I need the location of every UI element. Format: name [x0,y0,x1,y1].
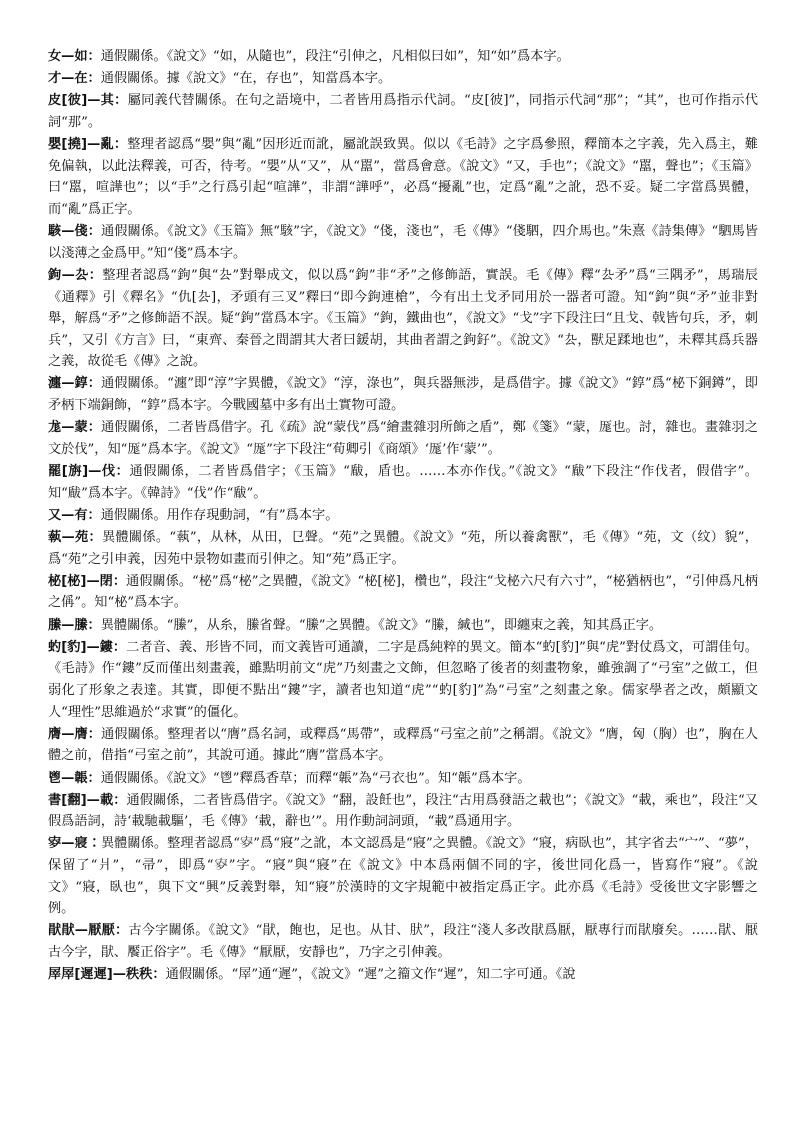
entry-text: 整理者認爲“嬰”與“亂”因形近而訛，屬訛誤致異。似以《毛詩》之字爲參照，釋簡本之字義，先入爲主，難免偏執，以此法釋義，可否，待考。“嬰”从“又”，从“嚚”，當爲會意。《說文》“又，手也”；《說文》“嚚，聲也”；《玉篇》曰“嚚，喧譁也”；以“手”之行爲引起“喧譁”，非謂“譁呼”，必爲“擾亂”也，定爲“亂”之訛，恐不妥。疑二字當爲異體，而“亂”爲正字。 [48,137,758,217]
entry [48,833,758,919]
entry-head: 又—有： [48,507,101,523]
entry [48,724,758,767]
entry-text: 整理者認爲“鉤”與“厹”對舉成文，似以爲“鉤”非“矛”之修飾語，實誤。毛《傳》釋“厹矛”爲“三隅矛”，馬瑞辰《通釋》引《釋名》“仇[厹]，矛頭有三叉”釋曰“即今鉤連槍”，今有出土戈矛同用於一器者可證。知“鉤”與“矛”並非對舉，解爲“矛”之修飾語不誤。疑“鉤”當爲本字。《玉篇》“鉤，鐵曲也”，《說文》“戈”字下段注曰“且戈、戟皆句兵，矛，刺兵”，又引《方言》曰，“東齊、秦晉之間謂其大者曰鍰胡，其曲者謂之鉤釨”。《說文》“厹，獸足蹂地也”，未釋其爲兵器之義，故從毛《傳》之說。 [48,267,758,370]
entry [48,964,758,986]
entry-text: 通假關係，二者皆爲借字。孔《疏》說“蒙伐”爲“繪畫雜羽所飾之盾”，鄭《箋》“蒙，厖也。討，雜也。畫雜羽之文於伐”，知“厖”爲本字。《說文》“厖”字下段注“荀卿引《商頌》‘厖’作‘蒙’”。 [48,420,758,457]
entry-head: 瀍—錞： [48,376,101,392]
entry-text: 通假關係。整理者以“膺”爲名詞，或釋爲“馬帶”，或釋爲“弓室之前”之稱謂。《說文》“膺，匈（胸）也”，胸在人體之前，借指“弓室之前”，其說可通。據此“膺”當爲本字。 [48,726,758,764]
entry-head: 女—如： [48,49,101,64]
entry-text: 通假關係。《說文》“如，从隨也”，段注“引伸之，凡相似曰如”，知“如”爲本字。 [100,49,570,64]
entry-text: 二者音、義、形皆不同，而文義皆可通讀，二字是爲純粹的異文。簡本“虳[豹]”與“虎”對仗爲文，可謂佳句。《毛詩》作“鏤”反而僅出刻畫義，雖點明前文“虎”乃刻畫之文飾，但忽略了後者的刻畫物象，雖強調了“弓室”之做工，但弱化了形象之表達。其實，即便不點出“鏤”字，讀者也知道“虎”“虳[豹]”為“弓室”之刻畫之象。儒家學者之改，頗顯文人“理性”思維過於“求實”的僵化。 [48,639,758,720]
entry [48,790,758,833]
entry-text: 異體關係。整理者認爲“𡨨”爲“寢”之訛，本文認爲是“寢”之異體。《說文》“寢，病臥也”，其字省去“宀”、“夢”，保留了“爿”，“帚”，即爲“𡨨”字。“寢”與“寢”在《說文》中本爲兩個不同的字，後世同化爲一，皆寫作“寢”。《說文》“寢，臥也”，與下文“興”反義對舉，知“寢”於漢時的文字規範中被指定爲正字。此亦爲《毛詩》受後世文字影響之例。 [48,836,758,917]
entry-text: 屬同義代替關係。在句之語境中，二者皆用爲指示代詞。“皮[彼]”，同指示代詞“那”；“其”，也可作指示代詞“那”。 [48,93,758,130]
entry-head: 蓻—苑： [48,530,102,545]
entry-head: 𡨨—寢： [48,836,101,852]
entry-head: 縢—縢： [48,617,101,633]
entry [48,505,758,527]
entry-text: 通假關係。用作存現動詞，“有”爲本字。 [100,507,339,523]
entry-text: 通假關係。據《說文》“在，存也”，知當爲本字。 [100,71,392,87]
entry [48,417,758,460]
entry-head: 膺—膺： [48,726,101,742]
entry-head: 書[翻]—載： [48,792,127,808]
entry [48,637,758,723]
entry-text: 通假關係，二者皆爲借字；《玉篇》“瞂，盾也。……本亦作伐。”《說文》“瞂”下段注“作伐者，假借字”。知“瞂”爲本字。《韓詩》“伐”作“瞂”。 [48,464,758,501]
entry-head: 鉤—厹： [48,267,103,283]
entry [48,265,758,373]
entry [48,920,758,963]
entry-text: 異體關係。“縢”，从糸，縢省聲。“縢”之異體。《說文》“縢，緘也”，即纏束之義，知其爲正字。 [100,617,663,633]
entry-text: 古今字關係。《說文》“猒，飽也，足也。从甘、肰”，段注“淺人多改猒爲厭，厭專行而猒廢矣。……猒、厭古今字，猒、饜正俗字”。毛《傳》“厭厭，安靜也”，乃字之引伸義。 [48,923,758,961]
entry-head: 嬰[撓]—亂： [48,137,128,153]
entry-head: 才—在： [48,71,101,87]
entry [48,768,758,790]
entry-text: 異體關係。“蓻”，从林，从田，㔾聲。“苑”之異體。《說文》“苑，所以養禽獸”，毛《傳》“苑，文（纹）貌”，爲“苑”之引申義，因苑中景物如畫而引伸之。知“苑”爲正字。 [48,530,758,567]
entry [48,461,758,504]
entry [48,68,758,90]
entry-head: 罷[旃]—伐： [48,464,130,480]
entry [48,527,758,570]
entry-text: 通假關係。“瀍”即“淳”字異體，《說文》“淳，淥也”，與兵器無涉，是爲借字。據《說文》“錞”爲“柲下銅鐏”，即矛柄下端銅飾，“錞”爲本字。今戰國墓中多有出土實物可證。 [48,376,758,414]
entry [48,46,758,68]
entry-text: 通假關係，二者皆爲借字。《說文》“翻，設飪也”，段注“古用爲發語之載也”；《說文》“載，乘也”，段注“又假爲語詞，詩‘載馳載驅’，毛《傳》‘載，辭也’”。用作動詞詞頭，“載”爲通用字。 [48,792,758,830]
entry-head: 虳[豹]—鏤： [48,639,127,655]
entry-head: 尨—蒙： [48,420,102,436]
entry [48,373,758,416]
entry-text: 通假關係。“柲”爲“柲”之異體，《說文》“柲[柲]，欑也”，段注“戈柲六尺有六寸”，“柲猶柄也”，“引伸爲凡柄之偁”。知“柲”爲本字。 [48,573,758,611]
entry-text: 通假關係。“屖”通“遲”，《說文》“遲”之籀文作“遲”，知二字可通。《說 [165,967,576,983]
entry-text: 通假關係。《說文》《玉篇》無“駭”字，《說文》“俴，淺也”，毛《傳》“俴駟，四介馬也。”朱熹《詩集傳》“駟馬皆以淺薄之金爲甲。”知“俴”爲本字。 [48,224,759,261]
entry-head: 駭—俴： [48,224,101,240]
entry [48,221,758,264]
entry [48,90,758,133]
entry-head: 猒猒—厭厭： [48,923,129,939]
entry-list [48,46,758,986]
entry [48,615,758,637]
entry [48,571,758,614]
entry [48,134,758,220]
entry-head: 鬯—韔： [48,770,101,786]
entry-text: 通假關係。《說文》“鬯”釋爲香草；而釋“韔”為“弓衣也”。知“韔”爲本字。 [100,770,531,786]
entry-head: 柲[柲]—閉： [48,573,127,589]
entry-head: 屖屖[遲遲]—秩秩： [48,967,166,983]
entry-head: 皮[彼]—其： [48,93,128,109]
